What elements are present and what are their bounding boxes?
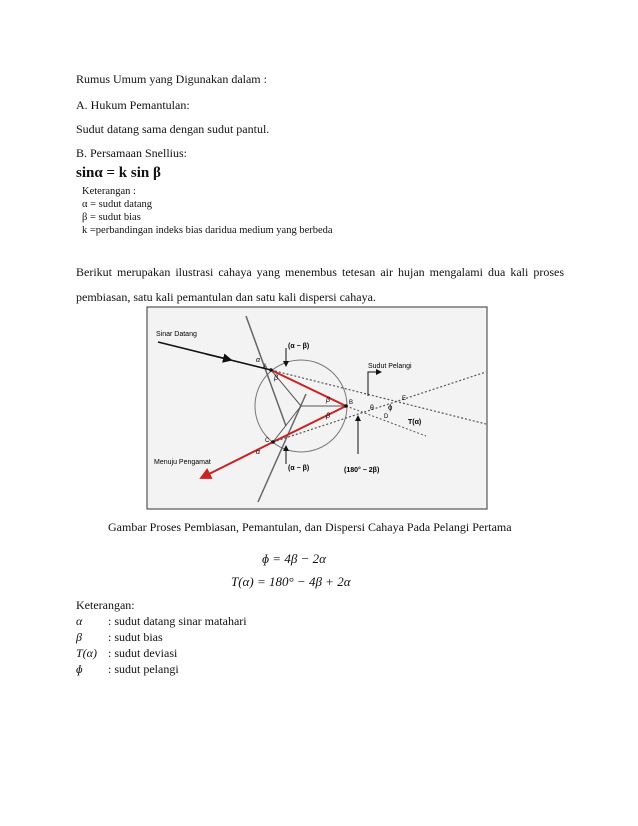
keterangan2-symbol: β [76, 630, 82, 644]
label-beta: β [274, 375, 278, 382]
label-theta: θ [370, 405, 374, 412]
equation-t-alpha: T(α) = 180° − 4β + 2α [231, 574, 351, 589]
point-marker [344, 404, 348, 408]
keterangan2-item [76, 662, 179, 677]
keterangan-item: β = sudut bias [82, 212, 141, 223]
label-point-c: C [265, 438, 270, 444]
keterangan2-text: : sudut datang sinar matahari [108, 614, 247, 628]
keterangan2-item [76, 646, 177, 661]
rainbow-diagram [146, 306, 488, 510]
description-paragraph: Berikut merupakan ilustrasi cahaya yang menembus tetesan air hujan mengalami dua kali proses pembiasan, satu kali pemantulan dan satu kali dispersi cahaya. [76, 265, 564, 304]
keterangan2-symbol: ɸ [76, 662, 83, 676]
label-180-minus-2beta: (180° − 2β) [344, 467, 380, 474]
label-alpha: α [256, 357, 260, 364]
figure-caption: Gambar Proses Pembiasan, Pemantulan, dan Dispersi Cahaya Pada Pelangi Pertama [108, 520, 512, 534]
label-point-d: D [384, 414, 389, 420]
keterangan2-text: : sudut deviasi [108, 646, 178, 660]
heading: Rumus Umum yang Digunakan dalam : [76, 72, 267, 86]
label-beta: β [326, 397, 330, 404]
keterangan2-text: : sudut bias [108, 630, 163, 644]
label-phi: ɸ [388, 403, 393, 412]
keterangan-title: Keterangan : [82, 186, 136, 197]
point-marker [271, 440, 275, 444]
keterangan-item: k =perbandingan indeks bias daridua medium yang berbeda [82, 225, 333, 236]
label-point-e: E [402, 396, 407, 402]
label-menuju-pengamat: Menuju Pengamat [154, 459, 211, 466]
label-sudut-pelangi: Sudut Pelangi [368, 363, 412, 370]
keterangan2-item [76, 630, 163, 645]
label-alpha-minus-beta: (α − β) [288, 343, 310, 350]
label-t-alpha: T(α) [408, 419, 422, 426]
section-a-title: A. Hukum Pemantulan: [76, 98, 190, 112]
snellius-formula: sinα = k sin β [76, 165, 161, 181]
label-alpha: α [256, 449, 260, 456]
keterangan2-symbol: T(α) [76, 646, 97, 660]
label-beta: β [326, 413, 330, 420]
keterangan2-symbol: α [76, 614, 83, 628]
figure-frame [147, 307, 487, 509]
label-point-a: A [263, 364, 268, 370]
section-a-text: Sudut datang sama dengan sudut pantul. [76, 122, 270, 136]
keterangan2-title: Keterangan: [76, 598, 135, 612]
label-alpha-minus-beta: (α − β) [288, 465, 310, 472]
point-marker [269, 368, 273, 372]
equation-phi: ɸ = 4β − 2α [262, 551, 326, 566]
label-sinar-datang: Sinar Datang [156, 331, 197, 338]
label-point-b: B [349, 400, 354, 406]
keterangan2-text: : sudut pelangi [108, 662, 179, 676]
section-b-title: B. Persamaan Snellius: [76, 146, 187, 160]
keterangan-item: α = sudut datang [82, 199, 153, 210]
keterangan2-item [76, 614, 247, 629]
